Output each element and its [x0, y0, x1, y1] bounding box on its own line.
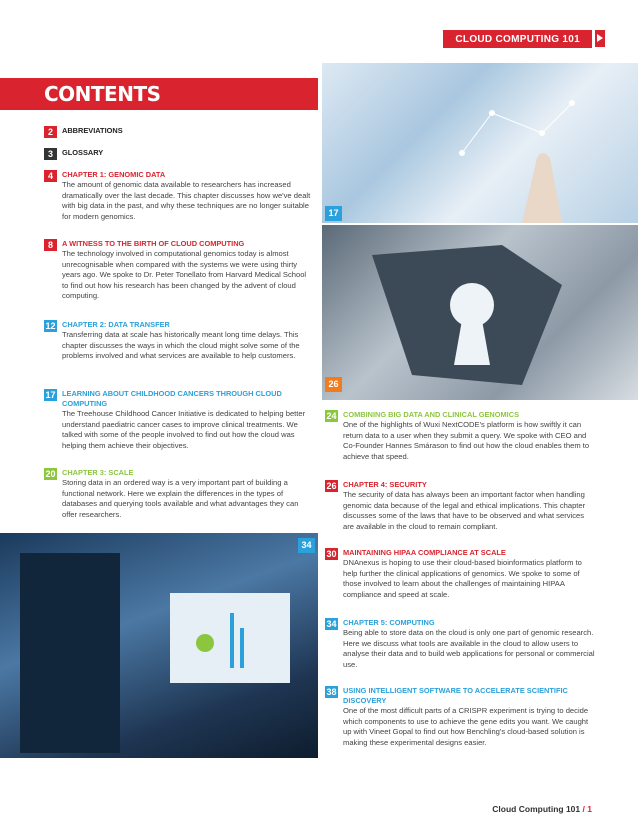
toc-entry-chapter-1[interactable]: [47, 170, 312, 222]
toc-entry-big-data-clinical[interactable]: [326, 410, 595, 462]
toc-entry-hipaa[interactable]: [326, 548, 595, 600]
page-number: 26: [326, 481, 337, 491]
entry-body: The security of data has always been an important factor when handling genomic data because of the legal and ethical implications. This chapter discusses some of the laws that have to be observed and what services are available in the cloud to remain compliant.: [343, 490, 586, 531]
page-number: 24: [326, 411, 337, 421]
entry-title: CHAPTER 1: GENOMIC DATA: [62, 170, 166, 179]
page-number: 4: [44, 170, 57, 182]
entry-body: Storing data in an ordered way is a very important part of building a functional network. Here we explain the differences in the types of databases and querying tools available and what advantages they can offer researchers.: [62, 478, 299, 519]
page-number: 12: [45, 321, 56, 331]
page-number: 3: [44, 148, 57, 160]
contents-title: CONTENTS: [44, 82, 161, 106]
toc-entry-chapter-2[interactable]: [45, 320, 312, 362]
toc-entry-abbreviations[interactable]: [47, 126, 312, 137]
entry-body: The Treehouse Childhood Cancer Initiative is dedicated to helping better understand paediatric cancer cases to improve clinical treatments. We talked with some of the people involved to find out how the cloud was helping them achieve their objectives.: [62, 409, 306, 450]
entry-title: GLOSSARY: [62, 148, 104, 157]
image-badge-26: 26: [325, 377, 342, 392]
section-tag: CLOUD COMPUTING 101: [443, 30, 592, 48]
entry-body: The technology involved in computational genomics today is almost unrecognisable when compared with the systems we were using thirty years ago. We spoke to Dr. Peter Tonellato from Harvard Medical School to find out how his research has been changed by the advent of cloud computing.: [62, 249, 307, 301]
page-footer: [492, 804, 592, 814]
entry-body: DNAnexus is hoping to use their cloud-based bioinformatics platform to help further the clinical applications of genomics. We spoke to some of those involved to learn about the challenges of maintaining HIPAA compliance and speed at scale.: [343, 558, 582, 599]
entry-title: ABBREVIATIONS: [62, 126, 123, 135]
entry-body: Transferring data at scale has historically meant long time delays. This chapter discusses the ways in which the cloud might solve some of the problems involved and what services are available to help customers.: [62, 330, 300, 361]
entry-body: Being able to store data on the cloud is only one part of genomic research. Here we discuss what tools are available in the cloud to allow users to analyse their data and to build web applications for personal or commercial use.: [343, 628, 595, 669]
entry-title: CHAPTER 2: DATA TRANSFER: [62, 320, 170, 329]
toc-entry-intelligent-software[interactable]: [326, 686, 595, 748]
entry-title: MAINTAINING HIPAA COMPLIANCE AT SCALE: [343, 548, 506, 557]
toc-entry-chapter-5[interactable]: [326, 618, 595, 670]
footer-page-number: 1: [587, 804, 592, 814]
entry-body: One of the most difficult parts of a CRISPR experiment is trying to decide which components to use to achieve the gene edits you want. We caught up with Vineet Gopal to find out how Benchling's cloud-based solution is making these experimental designs easier.: [343, 706, 589, 747]
entry-title: CHAPTER 4: SECURITY: [343, 480, 427, 489]
page-number: 17: [45, 390, 56, 400]
toc-entry-glossary[interactable]: [47, 148, 312, 159]
server-room-image: [0, 533, 318, 758]
toc-entry-witness[interactable]: [47, 239, 312, 302]
entry-title: A WITNESS TO THE BIRTH OF CLOUD COMPUTING: [62, 239, 245, 248]
cloud-touch-image: [322, 63, 638, 223]
entry-title: CHAPTER 5: COMPUTING: [343, 618, 435, 627]
footer-label: Cloud Computing 101: [492, 804, 581, 814]
page-number: 34: [326, 619, 337, 629]
entry-body: One of the highlights of Wuxi NextCODE's platform is how swiftly it can return data to a user when they submit a query. We spoke with CEO and Co-Founder Hannes Smárason to find out how the cloud enables them to achieve that speed.: [343, 420, 590, 461]
entry-title: CHAPTER 3: SCALE: [62, 468, 134, 477]
image-badge-34: 34: [298, 538, 315, 553]
page-number: 20: [45, 469, 56, 479]
arrow-right-icon: [595, 30, 605, 47]
page-number: 38: [326, 687, 337, 697]
toc-entry-chapter-3[interactable]: [45, 468, 312, 520]
security-shield-image: [322, 225, 638, 400]
entry-body: The amount of genomic data available to researchers has increased dramatically over the last decade. This chapter discusses how we've dealt with big data in the past, and why these techniques are no longer suitable for modern genomics.: [62, 180, 311, 221]
page-number: 8: [44, 239, 57, 251]
entry-title: COMBINING BIG DATA AND CLINICAL GENOMICS: [343, 410, 519, 419]
page-number: 30: [326, 549, 337, 559]
toc-entry-chapter-4[interactable]: [326, 480, 595, 532]
entry-title: USING INTELLIGENT SOFTWARE TO ACCELERATE SCIENTIFIC DISCOVERY: [343, 686, 568, 705]
toc-entry-childhood-cancers[interactable]: [45, 389, 312, 451]
image-badge-17: 17: [325, 206, 342, 221]
entry-title: LEARNING ABOUT CHILDHOOD CANCERS THROUGH CLOUD COMPUTING: [62, 389, 282, 408]
footer-separator: /: [582, 804, 585, 814]
page-number: 2: [44, 126, 57, 138]
